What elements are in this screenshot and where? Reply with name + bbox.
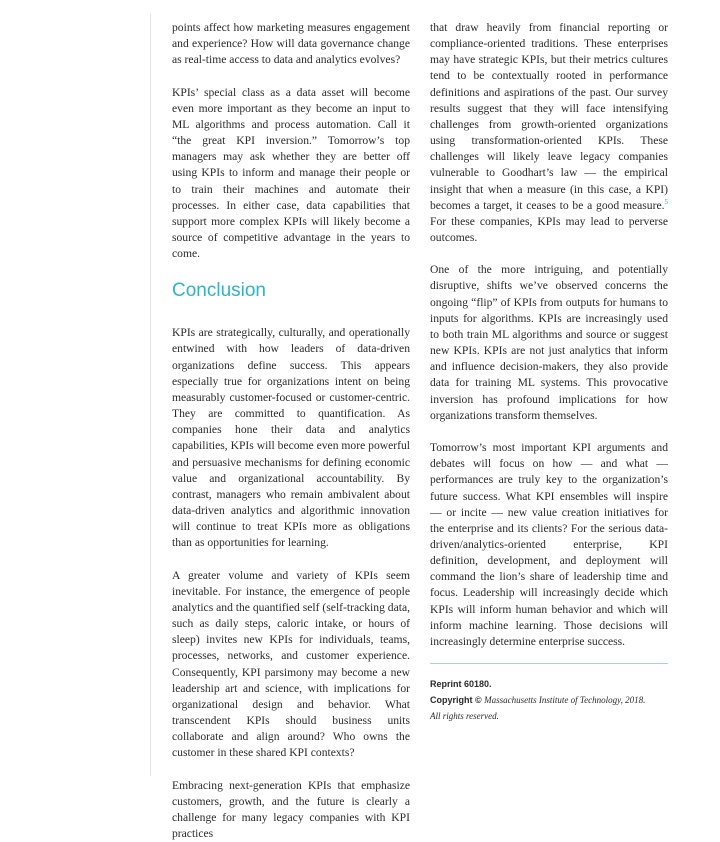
rights-line: All rights reserved. xyxy=(430,711,499,722)
section-heading: Conclusion xyxy=(172,280,266,302)
divider xyxy=(430,663,668,664)
left-column xyxy=(172,20,410,842)
paragraph-text: that draw heavily from financial reporting or compliance-oriented traditions. These enterprises may have strategic KPIs, but their metrics cultures tend to be contextually rooted in performance definitions and aspirations of the past. Our survey results suggest that they will face intensifying challenges from growth-oriented organizations using transformation-oriented KPIs. These challenges will likely leave legacy companies vulnerable to Goodhart’s law — the empirical insight that when a measure (in this case, a KPI) becomes a target, it ceases to be a good measure. xyxy=(430,21,668,212)
paragraph: A greater volume and variety of KPIs seem inevitable. For instance, the emergence of people analytics and the quantified self (self-tracking data, such as daily steps, caloric intake, or hours of sleep) invites new KPIs for individuals, teams, processes, networks, and customer experience. Consequently, KPI parsimony may become a new leadership art and science, with implications for organizational design and behavior. What transcendent KPIs should business units collaborate and align around? Who owns the customer in these shared KPI contexts? xyxy=(172,568,410,760)
paragraph: KPIs are strategically, culturally, and operationally entwined with how leaders of data-driven organizations define success. This appears especially true for organizations intent on being measurably customer-focused or customer-centric. They are committed to quantification. As companies hone their data and analytics capabilities, KPIs will become even more powerful and persuasive mechanisms for defining economic value and organizational accountability. By contrast, managers who remain ambivalent about data-driven analytics and algorithmic innovation will continue to treat KPIs more as obligations than as opportunities for learning. xyxy=(172,326,410,550)
right-column xyxy=(430,20,668,724)
paragraph: points affect how marketing measures engagement and experience? How will data governance change as real-time access to data and analytics evolves? xyxy=(172,21,410,67)
footnote-marker[interactable]: 5 xyxy=(664,197,668,206)
paragraph: Tomorrow’s most important KPI arguments and debates will focus on how — and what — performances are truly key to the organization’s future success. What KPI ensembles will inspire — or incite — new value creation initiatives for the enterprise and its clients? For the serious data-driven/analytics-oriented enterprise, KPI definition, development, and deployment will command the lion’s share of leadership time and focus. Leadership will increasingly decide which KPIs will inform human behavior and which will inform machine learning. Those decisions will increasingly determine enterprise success. xyxy=(430,441,668,648)
paragraph: KPIs’ special class as a data asset will become even more important as they become an input to ML algorithms and process automation. Call it “the great KPI inversion.” Tomorrow’s top managers may ask whether they are better off using KPIs to inform and manage their people or to train their machines and automate their processes. In either case, data capabilities that support more complex KPIs will likely become a source of competitive advantage in the years to come. xyxy=(172,85,410,261)
paragraph xyxy=(430,20,668,246)
left-margin-rule xyxy=(150,14,151,776)
paragraph: One of the more intriguing, and potentially disruptive, shifts we’ve observed concerns the ongoing “flip” of KPIs from outputs for humans to inputs for algorithms. KPIs are increasingly used to both train ML algorithms and source or suggest new KPIs. KPIs are not just analytics that inform and influence decision-makers, they also provide data for training ML systems. This provocative inversion has profound implications for how organizations transform themselves. xyxy=(430,263,668,422)
reprint-block xyxy=(430,676,668,724)
paragraph-text: For these companies, KPIs may lead to perverse outcomes. xyxy=(430,214,668,245)
reprint-number: Reprint 60180. xyxy=(430,679,492,690)
paragraph: Embracing next-generation KPIs that emphasize customers, growth, and the future is clearly a challenge for many legacy companies with KPI practices xyxy=(172,778,410,841)
copyright-line: Copyright © Massachusetts Institute of Technology, 2018. xyxy=(430,695,646,706)
